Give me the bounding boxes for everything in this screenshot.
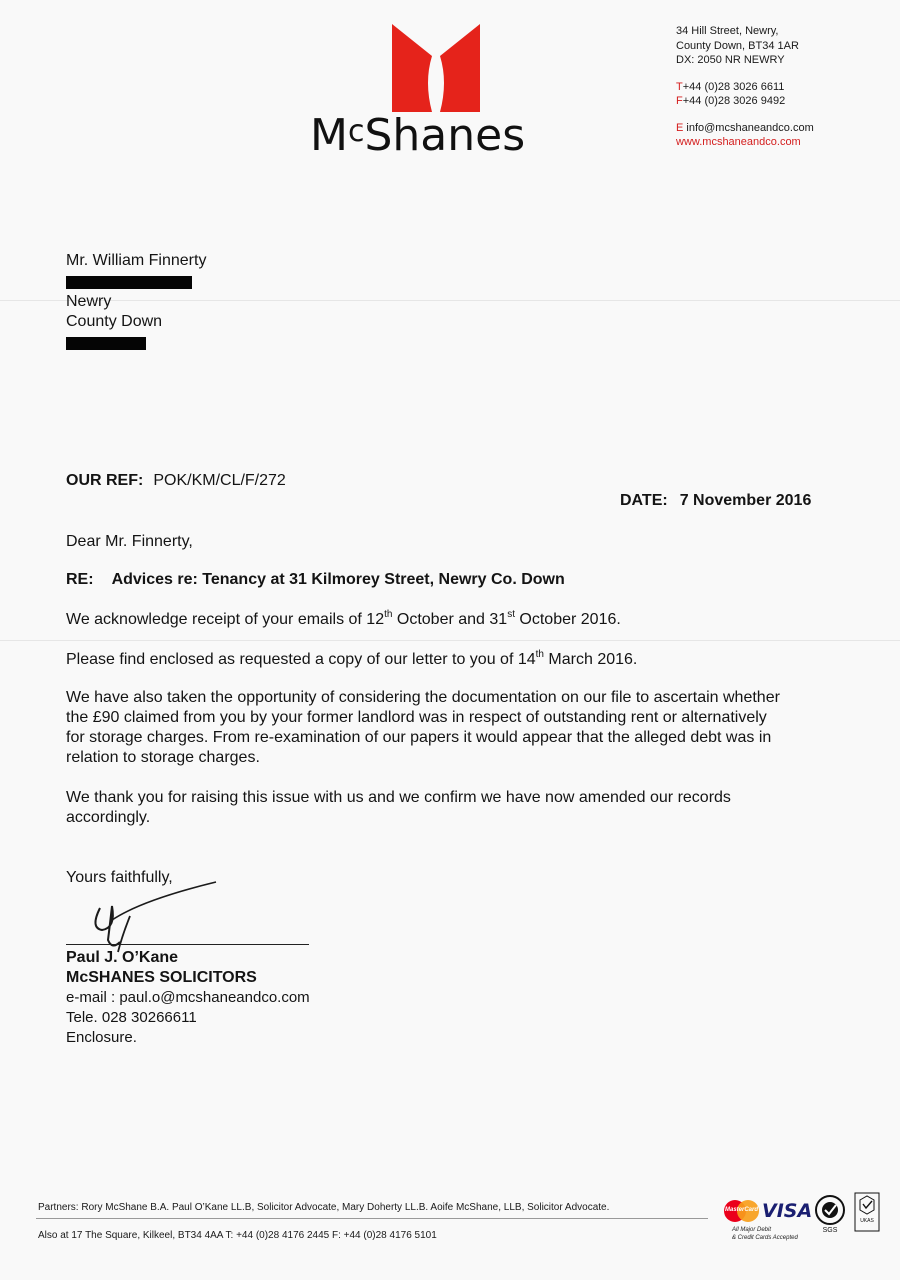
recipient-county: County Down bbox=[66, 313, 163, 330]
svg-text:UKAS: UKAS bbox=[860, 1218, 874, 1224]
address-line-1: 34 Hill Street, Newry, bbox=[676, 25, 779, 37]
paragraph-3: We have also taken the opportunity of considering the documentation on our file to ascertain whether the £90 claimed from you by your former landlord was in respect of outstanding rent or alternatively for storage charges. From re-examination of our papers it would appear that the alleged debt was in relation to storage charges. bbox=[66, 689, 780, 766]
visa-icon: VISA bbox=[762, 1200, 813, 1222]
recipient-town: Newry bbox=[66, 292, 112, 310]
signature-line bbox=[66, 944, 309, 945]
footer-rule bbox=[36, 1218, 708, 1219]
partners-line: Partners: Rory McShane B.A. Paul O’Kane LL.B, Solicitor Advocate, Mary Doherty LL.B. Aoife McShane, LLB, Solicitor Advocate. bbox=[38, 1202, 610, 1213]
signature-block bbox=[66, 948, 310, 1048]
our-reference: OUR REF: POK/KM/CL/F/272 bbox=[66, 472, 286, 489]
svg-text:SGS: SGS bbox=[822, 1227, 838, 1234]
payment-cards bbox=[724, 1196, 813, 1246]
contact-block bbox=[676, 24, 896, 150]
tel-line: T+44 (0)28 3026 6611 bbox=[676, 80, 785, 93]
fax-line: F+44 (0)28 3026 9492 bbox=[676, 95, 786, 107]
salutation: Dear Mr. Finnerty, bbox=[66, 533, 193, 550]
recipient-address bbox=[66, 251, 206, 350]
closing: Yours faithfully, bbox=[66, 869, 173, 886]
sgs-certification-icon bbox=[812, 1194, 848, 1234]
dx-line: DX: 2050 NR NEWRY bbox=[676, 54, 785, 66]
signatory-email: e-mail : paul.o@mcshaneandco.com bbox=[66, 989, 310, 1006]
redaction-bar bbox=[66, 337, 146, 350]
mcshanes-logo-icon bbox=[392, 24, 480, 112]
mastercard-icon: MasterCard bbox=[724, 1200, 760, 1224]
brand-wordmark: $M^cShanes$ bbox=[310, 110, 526, 161]
ukas-certification-icon bbox=[854, 1192, 880, 1232]
subject-line: RE: Advices re: Tenancy at 31 Kilmorey Street, Newry Co. Down bbox=[66, 571, 565, 588]
recipient-name: Mr. William Finnerty bbox=[66, 252, 207, 269]
paper-fold bbox=[0, 640, 900, 641]
address-line-2: County Down, BT34 1AR bbox=[676, 39, 799, 52]
website-link[interactable]: www.mcshaneandco.com bbox=[676, 136, 801, 148]
redaction-bar bbox=[66, 276, 192, 289]
paragraph-2: Please find enclosed as requested a copy of our letter to you of 14th March 2016. bbox=[66, 649, 638, 668]
letter-date: DATE: 7 November 2016 bbox=[620, 492, 812, 509]
branch-office-line: Also at 17 The Square, Kilkeel, BT34 4AA T: +44 (0)28 4176 2445 F: +44 (0)28 4176 5101 bbox=[38, 1230, 437, 1241]
paragraph-1: We acknowledge receipt of your emails of 12th October and 31st October 2016. bbox=[66, 609, 621, 628]
firm-name: McSHANES SOLICITORS bbox=[66, 969, 257, 986]
enclosure-note: Enclosure. bbox=[66, 1029, 137, 1046]
email-line: E info@mcshaneandco.com bbox=[676, 121, 814, 134]
signatory-name: Paul J. O’Kane bbox=[66, 949, 179, 966]
paragraph-4: We thank you for raising this issue with us and we confirm we have now amended our records accordingly. bbox=[66, 789, 731, 826]
signatory-tel: Tele. 028 30266611 bbox=[66, 1009, 197, 1026]
cards-accepted-note: All Major Debit & Credit Cards Accepted bbox=[732, 1227, 798, 1241]
